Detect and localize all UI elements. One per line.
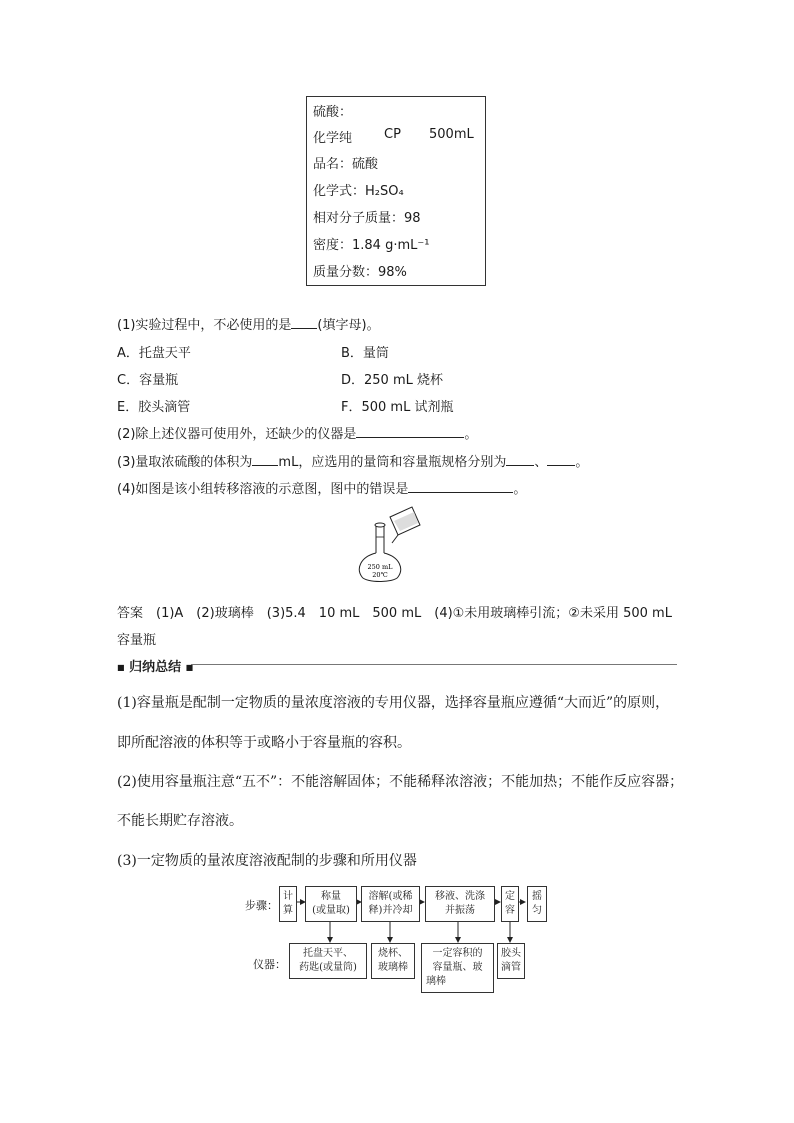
instrument-text: 玻璃棒 (378, 962, 408, 973)
label-mass-fraction: 质量分数：98% (313, 265, 407, 280)
instrument-text: 胶头 (501, 948, 521, 959)
step-shake (527, 886, 547, 922)
question-2-suffix: 。 (464, 427, 478, 442)
option-b: B．量筒 (341, 346, 389, 361)
step-text: 计 (283, 891, 293, 902)
option-c: C．容量瓶 (117, 373, 179, 388)
square-bullet-icon: ■ (117, 663, 125, 672)
label-formula: 化学式：H₂SO₄ (313, 184, 404, 199)
instrument-text: 托盘天平、 (303, 948, 353, 959)
question-4 (117, 478, 526, 497)
step-transfer (425, 886, 495, 922)
summary-p1-line2: 即所配溶液的体积等于或略小于容量瓶的容积。 (117, 735, 411, 751)
question-4-suffix: 。 (513, 482, 527, 497)
step-text: (或量取) (312, 905, 350, 916)
step-text: 释)并冷却 (368, 905, 413, 916)
step-text: 并振荡 (445, 905, 475, 916)
label-volume: 500mL (429, 127, 474, 142)
option-f: F．500 mL 试剂瓶 (341, 400, 454, 415)
question-3-middle: mL，应选用的量筒和容量瓶规格分别为 (278, 455, 507, 470)
summary-heading (117, 656, 193, 675)
label-cp: CP (384, 127, 401, 142)
answer-blank[interactable] (547, 452, 575, 466)
instrument-text: 璃棒 (426, 976, 446, 987)
summary-heading-text: 归纳总结 (129, 660, 182, 675)
label-name: 品名：硫酸 (313, 157, 379, 172)
step-text: 容 (505, 905, 515, 916)
reagent-label (306, 96, 486, 286)
step-calculate (279, 886, 297, 922)
instrument-text: 滴管 (501, 962, 521, 973)
step-make-up-volume (501, 886, 519, 922)
step-text: 溶解(或稀 (368, 891, 413, 902)
question-3-separator: 、 (534, 455, 548, 470)
instrument-dropper (497, 943, 525, 979)
instrument-text: 容量瓶、玻 (432, 962, 483, 973)
summary-p2-line2: 不能长期贮存溶液。 (117, 813, 243, 829)
instruments-label: 仪器： (253, 958, 286, 971)
question-1 (117, 314, 380, 333)
label-molecular-weight: 相对分子质量：98 (313, 211, 421, 226)
step-text: 移液、洗涤 (435, 891, 485, 902)
flask-transfer-figure (352, 503, 424, 585)
label-grade-row (313, 127, 483, 146)
instrument-text: 烧杯、 (378, 948, 408, 959)
option-a: A．托盘天平 (117, 346, 191, 361)
question-2 (117, 423, 477, 442)
flask-volume-label: 250 mL (367, 563, 393, 571)
square-bullet-icon: ■ (185, 663, 194, 672)
answer-blank[interactable] (252, 452, 278, 466)
question-3 (117, 451, 588, 470)
step-dissolve (361, 886, 420, 922)
answer-blank[interactable] (408, 479, 513, 493)
question-3-suffix: 。 (575, 455, 589, 470)
option-e: E．胶头滴管 (117, 400, 191, 415)
step-weigh (305, 886, 357, 922)
answer-line-1: 答案 (1)A (2)玻璃棒 (3)5.4 10 mL 500 mL (4)①未用玻璃棒引流；②未采用 500 mL (117, 606, 672, 621)
question-3-text: (3)量取浓硫酸的体积为 (117, 455, 253, 470)
label-density: 密度：1.84 g·mL⁻¹ (313, 238, 430, 253)
instrument-balance (289, 943, 367, 979)
label-grade: 化学纯 (313, 131, 353, 146)
question-4-text: (4)如图是该小组转移溶液的示意图，图中的错误是 (117, 482, 409, 497)
summary-p3: (3)一定物质的量浓度溶液配制的步骤和所用仪器 (117, 853, 417, 869)
flask-temp-label: 20℃ (372, 571, 388, 579)
label-title: 硫酸： (313, 105, 353, 120)
step-text: 匀 (532, 905, 542, 916)
question-1-text: (1)实验过程中，不必使用的是 (117, 318, 292, 333)
question-1-suffix: (填字母)。 (317, 318, 380, 333)
steps-label: 步骤： (245, 899, 278, 912)
summary-p1-line1: (1)容量瓶是配制一定物质的量浓度溶液的专用仪器，选择容量瓶应遵循“大而近”的原则， (117, 695, 670, 711)
answer-blank[interactable] (356, 424, 464, 438)
answer-line-2: 容量瓶 (117, 633, 157, 648)
step-text: 算 (283, 905, 293, 916)
step-text: 称量 (321, 891, 341, 902)
answer-blank[interactable] (506, 452, 534, 466)
answer-blank[interactable] (291, 315, 317, 329)
option-d: D．250 mL 烧杯 (341, 373, 443, 388)
step-text: 摇 (532, 891, 542, 902)
instrument-beaker (371, 943, 415, 979)
question-2-text: (2)除上述仪器可使用外，还缺少的仪器是 (117, 427, 357, 442)
summary-p2-line1: (2)使用容量瓶注意“五不”：不能溶解固体；不能稀释浓溶液；不能加热；不能作反应容器； (117, 774, 684, 790)
instrument-text: 药匙(或量筒) (299, 962, 357, 973)
summary-divider (191, 664, 677, 665)
instrument-volumetric-flask (421, 943, 494, 993)
instrument-text: 一定容积的 (432, 948, 483, 959)
step-text: 定 (505, 891, 515, 902)
